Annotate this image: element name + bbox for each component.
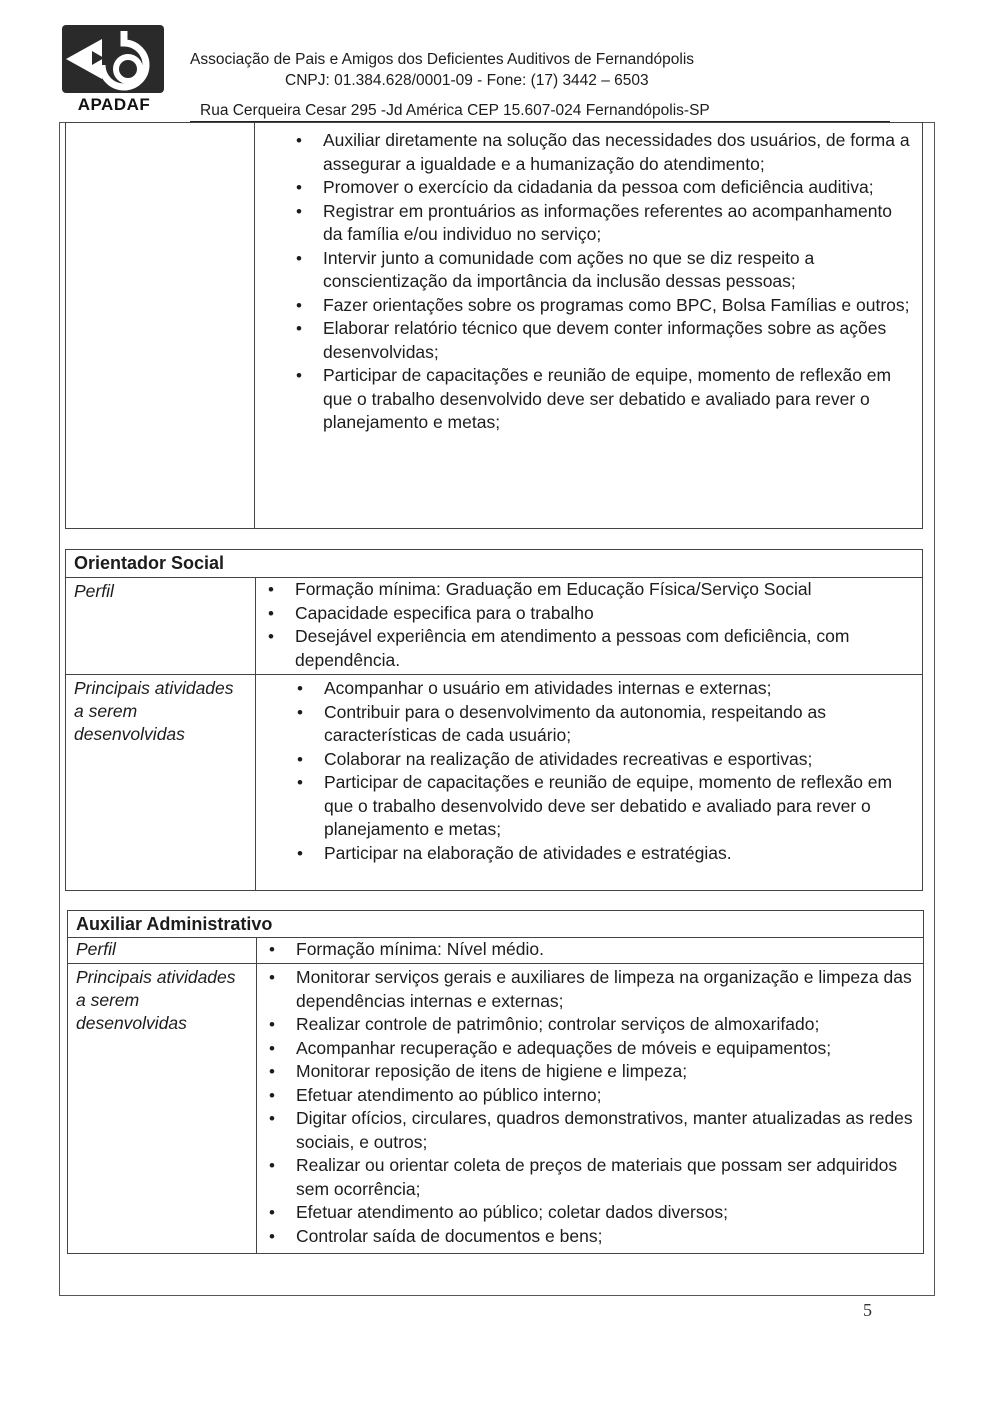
list-item: • Colaborar na realização de atividades recreativas e esportivas; bbox=[324, 748, 912, 772]
logo-text: APADAF bbox=[77, 95, 151, 114]
cnpj-phone: CNPJ: 01.384.628/0001-09 - Fone: (17) 3442 – 6503 bbox=[285, 72, 649, 89]
orientador-social-table bbox=[65, 549, 923, 891]
list-item: • Monitorar serviços gerais e auxiliares de limpeza na organização e limpeza das dependências internas e externas; bbox=[296, 966, 913, 1013]
list-item: • Monitorar reposição de itens de higiene e limpeza; bbox=[296, 1060, 913, 1084]
address: Rua Cerqueira Cesar 295 -Jd América CEP 15.607-024 Fernandópolis-SP bbox=[200, 102, 710, 119]
list-item: • Formação mínima: Graduação em Educação Física/Serviço Social bbox=[295, 578, 912, 602]
orientador-perfil-label: Perfil bbox=[66, 578, 256, 675]
list-item: • Registrar em prontuários as informações referentes ao acompanhamento da família e/ou individuo no serviço; bbox=[323, 200, 912, 247]
list-item: • Capacidade especifica para o trabalho bbox=[295, 602, 912, 626]
list-item: • Auxiliar diretamente na solução das necessidades dos usuários, de forma a assegurar a igualdade e a humanização do atendimento; bbox=[323, 129, 912, 176]
page-number: 5 bbox=[863, 1300, 872, 1320]
list-item: • Efetuar atendimento ao público interno; bbox=[296, 1084, 913, 1108]
list-item: • Acompanhar o usuário em atividades internas e externas; bbox=[324, 677, 912, 701]
orientador-title: Orientador Social bbox=[66, 550, 923, 578]
orientador-perfil-list bbox=[295, 578, 912, 672]
orientador-atividades-cell bbox=[256, 675, 923, 891]
continued-section-table bbox=[65, 122, 923, 529]
auxiliar-perfil-list bbox=[296, 938, 913, 962]
auxiliar-atividades-cell bbox=[257, 964, 924, 1254]
list-item: • Contribuir para o desenvolvimento da autonomia, respeitando as características de cada usuário; bbox=[324, 701, 912, 748]
continued-activities-cell bbox=[255, 123, 923, 529]
auxiliar-perfil-label: Perfil bbox=[68, 938, 257, 964]
list-item: • Desejável experiência em atendimento a pessoas com deficiência, com dependência. bbox=[295, 625, 912, 672]
list-item: • Acompanhar recuperação e adequações de móveis e equipamentos; bbox=[296, 1037, 913, 1061]
list-item: • Fazer orientações sobre os programas como BPC, Bolsa Famílias e outros; bbox=[323, 294, 912, 318]
orientador-perfil-cell bbox=[256, 578, 923, 675]
list-item: • Elaborar relatório técnico que devem conter informações sobre as ações desenvolvidas; bbox=[323, 317, 912, 364]
continued-label-cell bbox=[66, 123, 255, 529]
list-item: • Participar de capacitações e reunião de equipe, momento de reflexão em que o trabalho desenvolvido deve ser debatido e avaliado para rever o planejamento e metas; bbox=[323, 364, 912, 435]
orientador-atividades-label: Principais atividades a serem desenvolvidas bbox=[66, 675, 256, 891]
list-item: • Realizar controle de patrimônio; controlar serviços de almoxarifado; bbox=[296, 1013, 913, 1037]
list-item: • Digitar ofícios, circulares, quadros demonstrativos, manter atualizadas as redes sociais, e outros; bbox=[296, 1107, 913, 1154]
auxiliar-perfil-cell bbox=[257, 938, 924, 964]
logo-emblem-icon bbox=[62, 25, 164, 93]
list-item: • Promover o exercício da cidadania da pessoa com deficiência auditiva; bbox=[323, 176, 912, 200]
apadaf-logo bbox=[62, 25, 166, 117]
list-item: • Controlar saída de documentos e bens; bbox=[296, 1225, 913, 1249]
list-item: • Realizar ou orientar coleta de preços de materiais que possam ser adquiridos sem ocorrência; bbox=[296, 1154, 913, 1201]
list-item: • Participar de capacitações e reunião de equipe, momento de reflexão em que o trabalho desenvolvido deve ser debatido e avaliado para rever o planejamento e metas; bbox=[324, 771, 912, 842]
auxiliar-atividades-label: Principais atividades a serem desenvolvidas bbox=[68, 964, 257, 1254]
auxiliar-title: Auxiliar Administrativo bbox=[68, 911, 924, 938]
auxiliar-atividades-list bbox=[296, 966, 913, 1248]
orientador-atividades-list bbox=[324, 677, 912, 865]
list-item: • Intervir junto a comunidade com ações no que se diz respeito a conscientização da importância da inclusão dessas pessoas; bbox=[323, 247, 912, 294]
org-name: Associação de Pais e Amigos dos Deficientes Auditivos de Fernandópolis bbox=[190, 51, 695, 68]
list-item: • Efetuar atendimento ao público; coletar dados diversos; bbox=[296, 1201, 913, 1225]
continued-activities-list bbox=[323, 129, 912, 435]
auxiliar-administrativo-table bbox=[67, 910, 924, 1254]
list-item: • Participar na elaboração de atividades e estratégias. bbox=[324, 842, 912, 866]
list-item: • Formação mínima: Nível médio. bbox=[296, 938, 913, 962]
